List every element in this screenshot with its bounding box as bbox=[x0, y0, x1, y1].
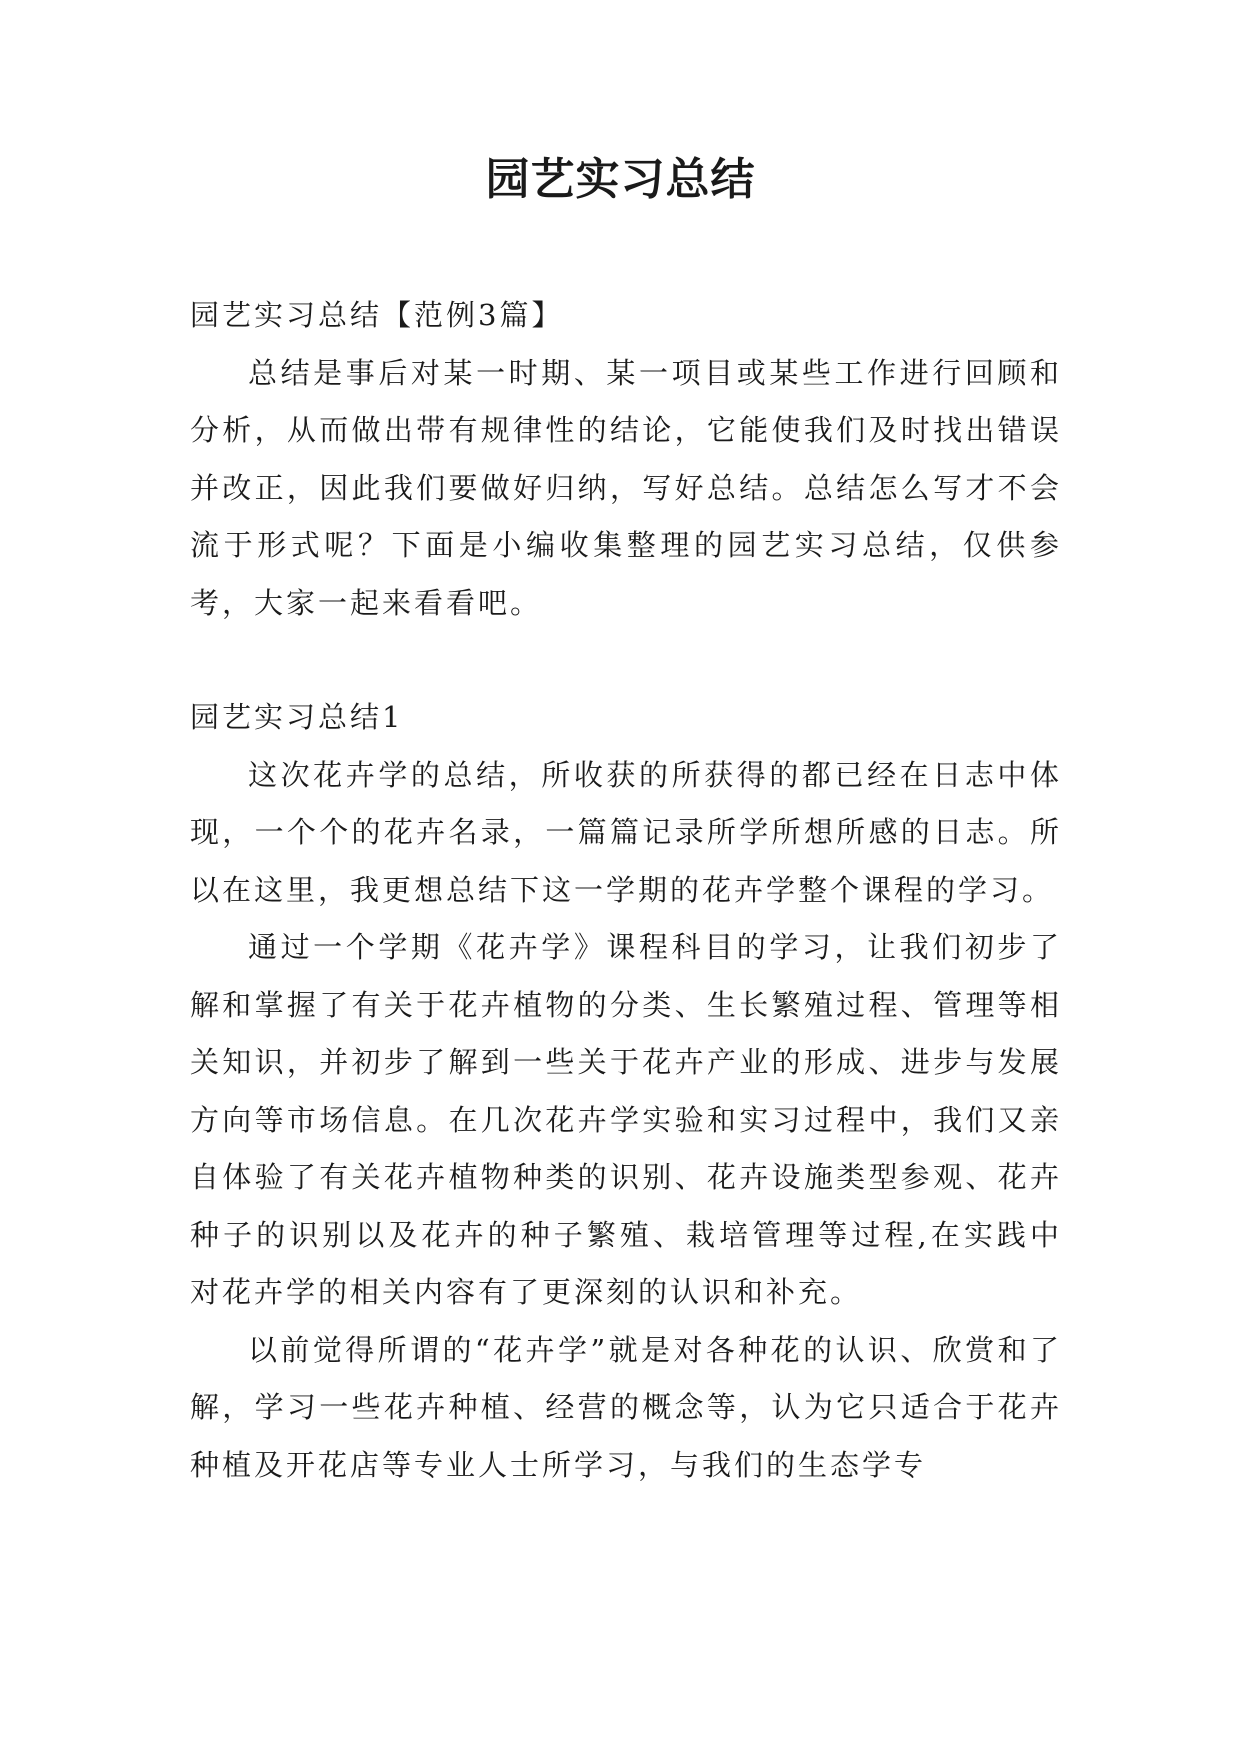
section-spacer bbox=[190, 632, 1062, 689]
body-paragraph-2: 通过一个学期《花卉学》课程科目的学习，让我们初步了解和掌握了有关于花卉植物的分类、生长繁殖过程、管理等相关知识，并初步了解到一些关于花卉产业的形成、进步与发展方向等市场信息。在几次花卉学实验和实习过程中，我们又亲自体验了有关花卉植物种类的识别、花卉设施类型参观、花卉种子的识别以及花卉的种子繁殖、栽培管理等过程,在实践中对花卉学的相关内容有了更深刻的认识和补充。 bbox=[190, 930, 1062, 1309]
intro-paragraph: 总结是事后对某一时期、某一项目或某些工作进行回顾和分析，从而做出带有规律性的结论，它能使我们及时找出错误并改正，因此我们要做好归纳，写好总结。总结怎么写才不会流于形式呢？下面是小编收集整理的园艺实习总结，仅供参考，大家一起来看看吧。 bbox=[190, 355, 1062, 620]
section-heading: 园艺实习总结1 bbox=[190, 700, 404, 734]
document-body bbox=[190, 287, 1062, 1494]
document-subtitle: 园艺实习总结【范例3篇】 bbox=[190, 298, 564, 332]
body-paragraph-3: 以前觉得所谓的“花卉学”就是对各种花的认识、欣赏和了解，学习一些花卉种植、经营的概念等，认为它只适合于花卉种植及开花店等专业人士所学习，与我们的生态学专 bbox=[190, 1332, 1062, 1482]
body-paragraph-1: 这次花卉学的总结，所收获的所获得的都已经在日志中体现，一个个的花卉名录，一篇篇记录所学所想所感的日志。所以在这里，我更想总结下这一学期的花卉学整个课程的学习。 bbox=[190, 757, 1062, 907]
document-title: 园艺实习总结 bbox=[485, 154, 756, 205]
